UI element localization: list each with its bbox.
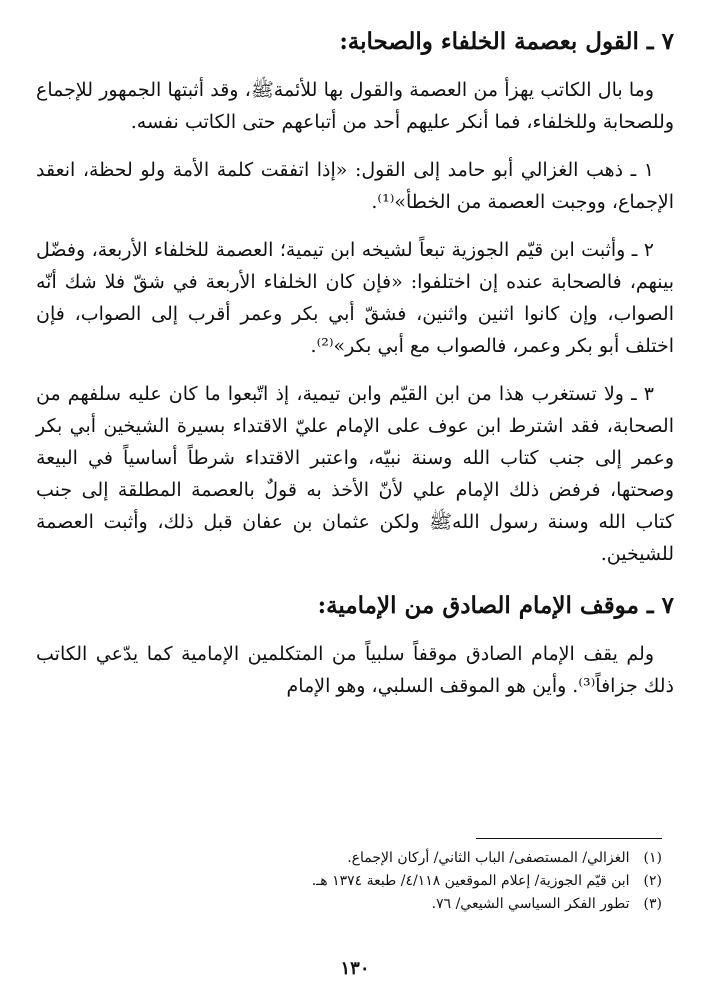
section-heading-sadiq: ٧ ـ موقف الإمام الصادق من الإمامية: — [317, 592, 674, 619]
footnote-number: (٢) — [643, 873, 662, 889]
footnote-text: ابن قيّم الجوزية/ إعلام الموقعين ٤/١١٨/ طبعة ١٣٧٤ هـ. — [311, 873, 630, 889]
paragraph-item-1: ١ ـ ذهب الغزالي أبو حامد إلى القول: «إذا اتفقت كلمة الأمة ولو لحظة، انعقد الإجماع، ووجبت العصمة من الخطأ»⁽¹⁾. — [36, 159, 674, 213]
footnote-number: (١) — [643, 850, 662, 866]
page-number: ١٣٠ — [340, 958, 370, 979]
footnote-1 — [36, 847, 662, 870]
paragraph-intro: وما بال الكاتب يهزأ من العصمة والقول بها للأئمةﷺ، وقد أثبتها الجمهور للإجماع وللصحابة وللخلفاء، فما أنكر عليهم أحد من أتباعهم حتى الكاتب نفسه. — [36, 79, 674, 133]
footnote-divider — [476, 838, 662, 839]
footnote-text: الغزالي/ المستصفى/ الباب الثاني/ أركان الإجماع. — [347, 850, 630, 866]
footnote-2 — [36, 870, 662, 893]
paragraph-sadiq: ولم يقف الإمام الصادق موقفاً سلبياً من المتكلمين الإمامية كما يدّعي الكاتب ذلك جزافاً⁽³⁾. وأين هو الموقف السلبي، وهو الإمام — [36, 643, 674, 697]
footnote-text: تطور الفكر السياسي الشيعي/ ٧٦. — [431, 896, 630, 912]
footnotes — [36, 838, 662, 916]
paragraph-item-3: ٣ ـ ولا تستغرب هذا من ابن القيّم وابن تيمية، إذ اتّبعوا ما كان عليه سلفهم من الصحابة، فقد اشترط ابن عوف على الإمام عليّ الاقتداء بسيرة الشيخين أبي بكر وعمر إلى جنب كتاب الله وسنة نبيّه، واعتبر الاقتداء شرطاً أساسياً في البيعة وصحتها، فرفض ذلك الإمام علي لأنّ الأخذ به قولٌ بالعصمة المطلقة إلى جنب كتاب الله وسنة رسول اللهﷺ ولكن عثمان بن عفان قبل ذلك، وأثبت العصمة للشيخين. — [36, 383, 674, 565]
paragraph-item-2: ٢ ـ وأثبت ابن قيّم الجوزية تبعاً لشيخه ابن تيمية؛ العصمة للخلفاء الأربعة، وفضّل بينهم، فالصحابة عنده إن اختلفوا: «فإن كان الخلفاء الأربعة في شقّ فلا شك أنّه الصواب، وإن كانوا اثنين واثنين، فشقّ أبي بكر وعمر أقرب إلى الصواب، فإن اختلف أبو بكر وعمر، فالصواب مع أبي بكر»⁽²⁾. — [36, 239, 674, 357]
section-heading-infallibility: ٧ ـ القول بعصمة الخلفاء والصحابة: — [339, 28, 674, 55]
footnote-3 — [36, 893, 662, 916]
footnote-number: (٣) — [643, 896, 662, 912]
